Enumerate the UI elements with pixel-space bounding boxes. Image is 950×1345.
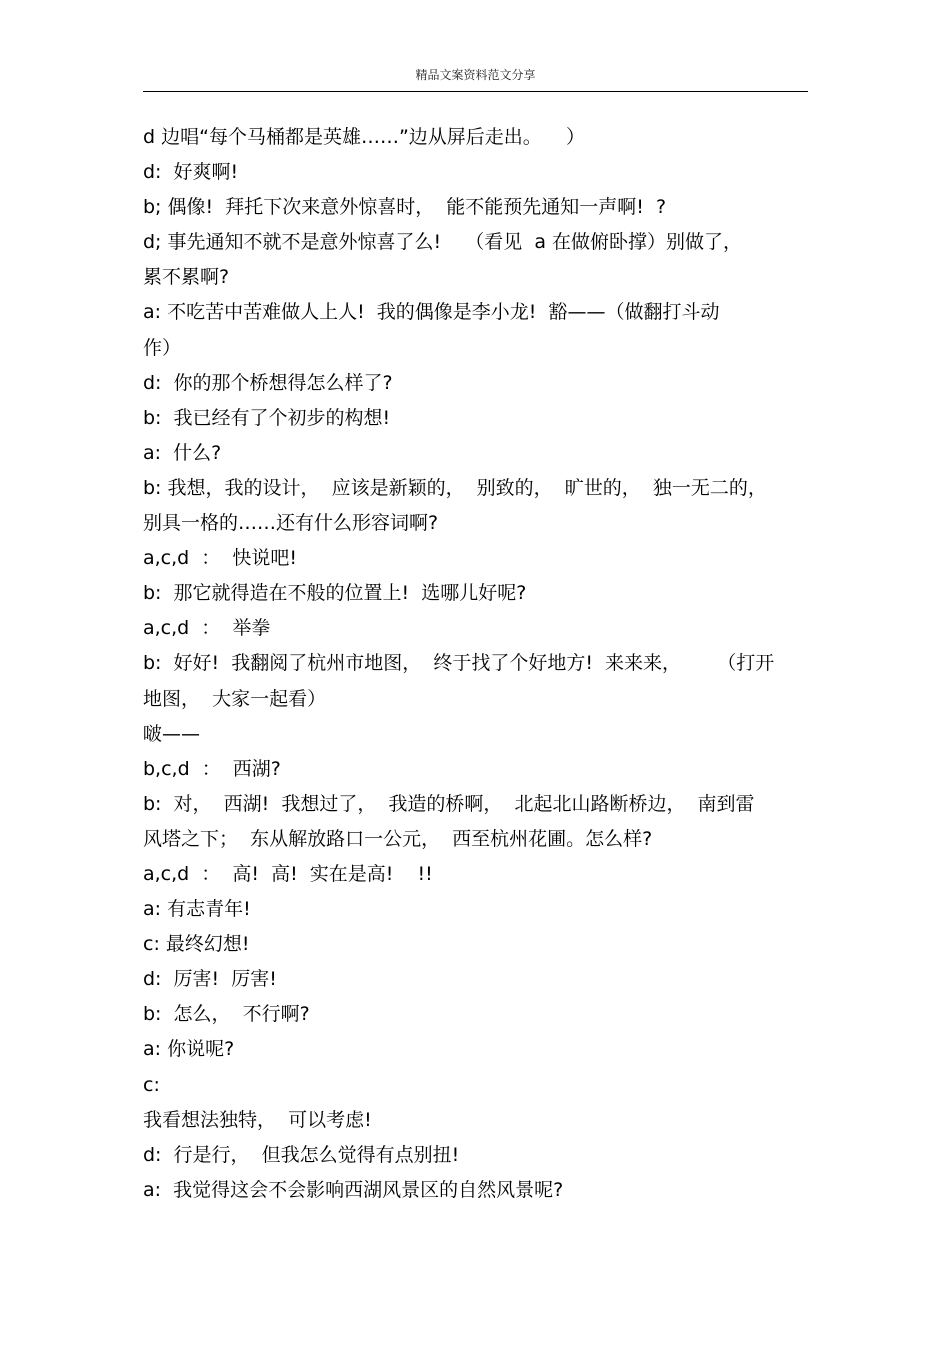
text-line: b; 偶像! 拜托下次来意外惊喜时， 能不能预先通知一声啊! ? (143, 196, 667, 219)
text-line: d; 事先通知不就不是意外惊喜了么! （看见 a 在做俯卧撑）别做了， (143, 231, 743, 254)
text-line: 作） (143, 336, 182, 359)
text-line: a,c,d ： 举拳 (143, 617, 271, 640)
document-body (143, 120, 813, 1208)
text-line: b: 那它就得造在不般的位置上! 选哪儿好呢? (143, 582, 527, 605)
text-line: b: 我已经有了个初步的构想! (143, 406, 391, 429)
text-line: c: (143, 1073, 160, 1096)
text-line: d: 行是行， 但我怎么觉得有点别扭! (143, 1143, 460, 1166)
text-line: a: 什么? (143, 441, 222, 464)
text-line: 累不累啊? (143, 266, 230, 289)
text-line: 我看想法独特， 可以考虑! (143, 1108, 372, 1131)
text-line: d: 你的那个桥想得怎么样了? (143, 371, 393, 394)
text-line: c: 最终幻想! (143, 933, 250, 956)
text-line: 别具一格的……还有什么形容词啊? (143, 512, 439, 535)
header-divider (143, 91, 808, 92)
text-line: d 边唱“每个马桶都是英雄……”边从屏后走出。 ） (143, 126, 585, 148)
text-line: d: 好爽啊! (143, 161, 239, 184)
text-line: b: 对， 西湖! 我想过了， 我造的桥啊， 北起北山路断桥边， 南到雷 (143, 792, 755, 815)
text-line: a,c,d ： 快说吧! (143, 547, 298, 570)
text-line: b: 好好! 我翻阅了杭州市地图， 终于找了个好地方! 来来来， （打开 (143, 652, 775, 675)
text-line: a,c,d ： 高! 高! 实在是高! !! (143, 862, 433, 885)
text-line: 啵—— (143, 722, 201, 745)
text-line: b: 我想，我的设计， 应该是新颖的， 别致的， 旷世的， 独一无二的， (143, 476, 767, 499)
text-line: 地图， 大家一起看） (143, 687, 327, 710)
text-line: a: 你说呢? (143, 1038, 235, 1061)
text-line: 风塔之下； 东从解放路口一公元， 西至杭州花圃。怎么样? (143, 827, 653, 850)
text-line: a: 有志青年! (143, 898, 251, 921)
page-header: 精品文案资料范文分享 (415, 68, 536, 82)
text-line: a: 不吃苦中苦难做人上人! 我的偶像是李小龙! 豁——（做翻打斗动 (143, 301, 720, 324)
text-line: d: 厉害! 厉害! (143, 968, 277, 991)
text-line: b,c,d ： 西湖? (143, 757, 281, 780)
text-line: b: 怎么， 不行啊? (143, 1003, 310, 1026)
text-line: a: 我觉得这会不会影响西湖风景区的自然风景呢? (143, 1178, 564, 1201)
